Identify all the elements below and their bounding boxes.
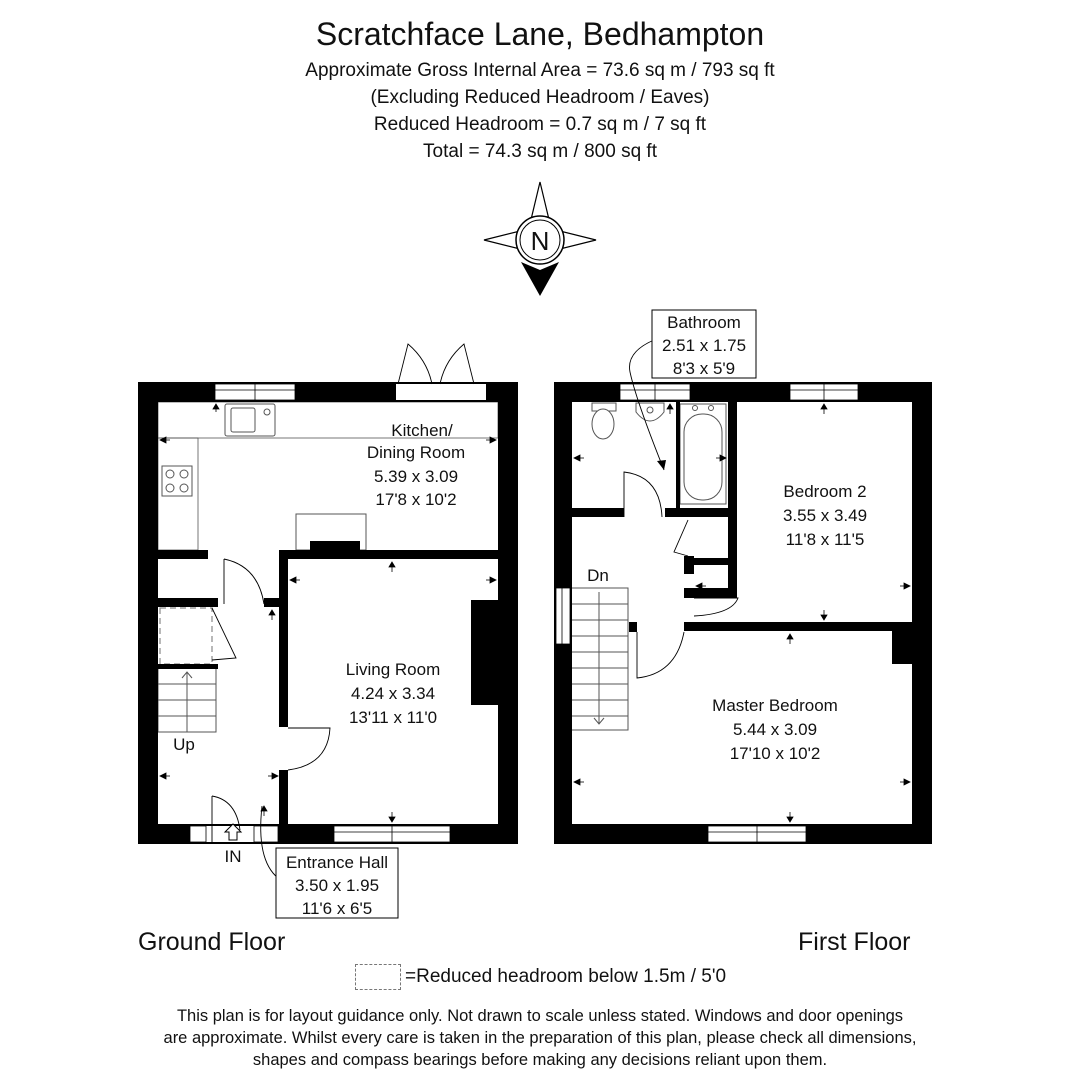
reduced-headroom-area bbox=[160, 608, 212, 664]
bathroom-imperial: 8'3 x 5'9 bbox=[672, 359, 736, 378]
bedroom-2-imperial: 11'8 x 11'5 bbox=[785, 530, 865, 549]
toilet-icon bbox=[592, 403, 616, 439]
master-bedroom-metric: 5.44 x 3.09 bbox=[732, 720, 818, 739]
living-room-imperial: 13'11 x 11'0 bbox=[348, 708, 438, 727]
kitchen-name-1: Kitchen/ bbox=[391, 421, 453, 440]
ground-floor-plan bbox=[138, 344, 518, 918]
total-area-line: Total = 74.3 sq m / 800 sq ft bbox=[423, 141, 657, 162]
kitchen-name-2: Dining Room bbox=[366, 443, 466, 462]
stairs-up-label: Up bbox=[173, 735, 195, 754]
master-bedroom-name: Master Bedroom bbox=[712, 696, 838, 715]
kitchen-imperial: 17'8 x 10'2 bbox=[375, 490, 457, 509]
hob-icon bbox=[162, 466, 192, 496]
disclaimer bbox=[0, 1005, 1080, 1071]
disclaimer-line-3: shapes and compass bearings before making any decisions reliant upon them. bbox=[252, 1051, 828, 1069]
plan-title: Scratchface Lane, Bedhampton bbox=[315, 16, 765, 52]
entrance-hall-name: Entrance Hall bbox=[285, 853, 389, 872]
excluding-line: (Excluding Reduced Headroom / Eaves) bbox=[370, 87, 710, 108]
entry-label: IN bbox=[224, 847, 242, 866]
stairs-down-label: Dn bbox=[587, 566, 609, 585]
compass-rose-icon bbox=[484, 182, 596, 296]
bathroom-name: Bathroom bbox=[667, 313, 741, 332]
ground-floor-label: Ground Floor bbox=[138, 928, 286, 956]
reduced-headroom-line: Reduced Headroom = 0.7 sq m / 7 sq ft bbox=[373, 114, 707, 135]
staircase-down bbox=[570, 588, 628, 730]
bedroom-2-name: Bedroom 2 bbox=[783, 482, 867, 501]
first-floor-walls bbox=[554, 382, 932, 844]
compass-north-label: N bbox=[530, 226, 550, 256]
bedroom-2-metric: 3.55 x 3.49 bbox=[782, 506, 868, 525]
first-floor-label: First Floor bbox=[798, 928, 911, 956]
living-room-name: Living Room bbox=[345, 660, 441, 679]
entrance-hall-metric: 3.50 x 1.95 bbox=[294, 876, 380, 895]
living-room-metric: 4.24 x 3.34 bbox=[350, 684, 436, 703]
sink-icon bbox=[225, 404, 275, 436]
staircase-up bbox=[158, 668, 216, 732]
legend bbox=[355, 964, 726, 990]
entrance-hall-imperial: 11'6 x 6'5 bbox=[301, 899, 373, 918]
first-floor-plan bbox=[554, 310, 932, 844]
kitchen-metric: 5.39 x 3.09 bbox=[373, 467, 459, 486]
disclaimer-line-1: This plan is for layout guidance only. Not drawn to scale unless stated. Windows and door openings bbox=[176, 1007, 904, 1025]
reduced-headroom-swatch bbox=[355, 964, 401, 990]
master-bedroom-imperial: 17'10 x 10'2 bbox=[729, 744, 821, 763]
gross-area-line: Approximate Gross Internal Area = 73.6 sq m / 793 sq ft bbox=[305, 60, 775, 81]
bath-icon bbox=[680, 404, 726, 504]
bathroom-metric: 2.51 x 1.75 bbox=[661, 336, 747, 355]
legend-text: =Reduced headroom below 1.5m / 5'0 bbox=[405, 966, 727, 987]
disclaimer-line-2: are approximate. Whilst every care is taken in the preparation of this plan, please check all dimensions, bbox=[163, 1029, 917, 1047]
